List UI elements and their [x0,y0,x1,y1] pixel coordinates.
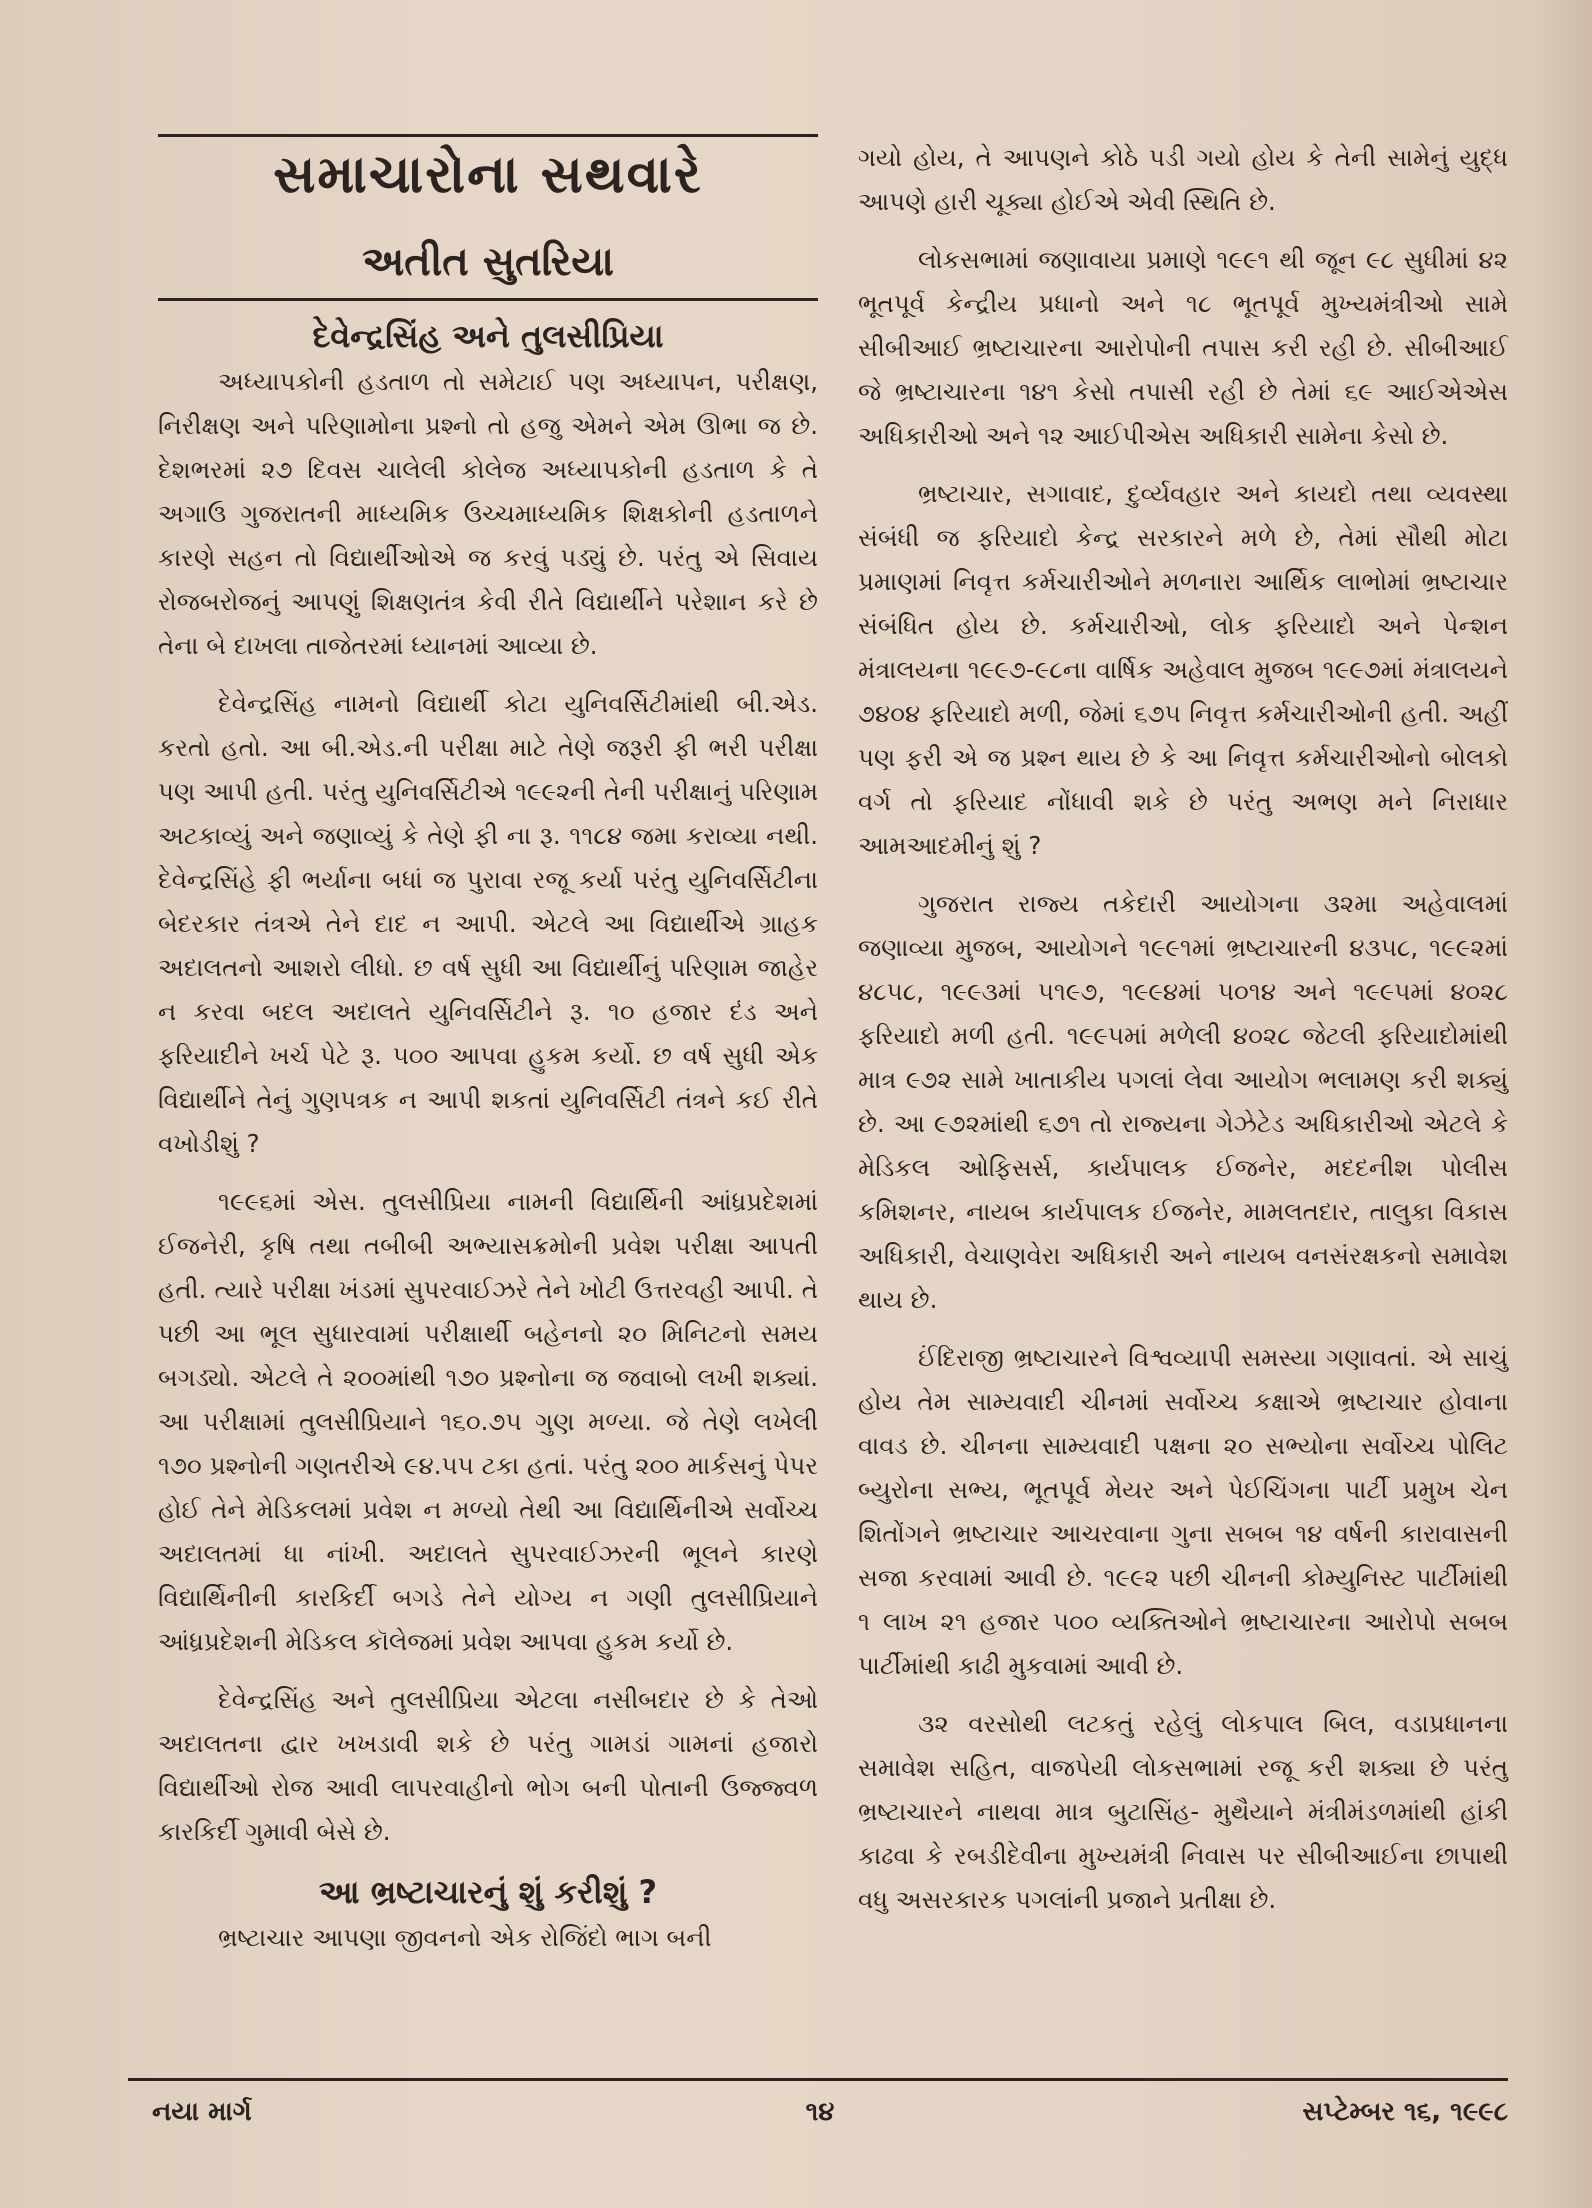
section-title-1: દેવેન્દ્રસિંહ અને તુલસીપ્રિયા [312,317,664,355]
top-rule [158,134,818,137]
right-paragraph-3: ગુજરાત રાજ્ય તકેદારી આયોગના ૩૨મા અહેવાલમાં જણાવ્યા મુજબ, આયોગને ૧૯૯૧માં ભ્રષ્ટાચારની ૪૩૫૮, ૧૯૯૨માં ૪૮૫૮, ૧૯૯૩માં ૫૧૯૭, ૧૯૯૪માં ૫૦૧૪ અને ૧૯૯૫માં ૪૦૨૮ ફરિયાદો મળી હતી. ૧૯૯૫માં મળેલી ૪૦૨૮ જેટલી ફરિયાદોમાંથી માત્ર ૯૭૨ સામે ખાતાકીય પગલાં લેવા આયોગ ભલામણ કરી શક્યું છે. આ ૯૭૨માંથી ૬૭૧ તો રાજ્યના ગેઝેટેડ અધિકારીઓ એટલે કે મેડિકલ ઓફિસર્સ, કાર્યપાલક ઈજનેર, મદદનીશ પોલીસ કમિશનર, નાયબ કાર્યપાલક ઈજનેર, મામલતદાર, તાલુકા વિકાસ અધિકારી, વેચાણવેરા અધિકારી અને નાયબ વનસંરક્ષકનો સમાવેશ થાય છે. [858,889,1508,1314]
torn-edge [1532,0,1592,2208]
left-paragraph-2: દેવેન્દ્રસિંહ નામનો વિદ્યાર્થી કોટા યુનિવર્સિટીમાંથી બી.એડ. કરતો હતો. આ બી.એડ.ની પરીક્ષા માટે તેણે જરૂરી ફી ભરી પરીક્ષા પણ આપી હતી. પરંતુ યુનિવર્સિટીએ ૧૯૯૨ની તેની પરીક્ષાનું પરિણામ અટકાવ્યું અને જણાવ્યું કે તેણે ફી ના રૂ. ૧૧૮૪ જમા કરાવ્યા નથી. દેવેન્દ્રસિંહે ફી ભર્યાના બધાં જ પુરાવા રજૂ કર્યા પરંતુ યુનિવર્સિટીના બેદરકાર તંત્રએ તેને દાદ ન આપી. એટલે આ વિદ્યાર્થીએ ગ્રાહક અદાલતનો આશરો લીધો. છ વર્ષ સુધી આ વિદ્યાર્થીનું પરિણામ જાહેર ન કરવા બદલ અદાલતે યુનિવર્સિટીને રૂ. ૧૦ હજાર દંડ અને ફરિયાદીને ખર્ચ પેટે રૂ. ૫૦૦ આપવા હુકમ કર્યો. છ વર્ષ સુધી એક વિદ્યાર્થીને તેનું ગુણપત્રક ન આપી શકતાં યુનિવર્સિટી તંત્રને કઈ રીતે વખોડીશું ? [158,689,818,1158]
author-rule [158,298,818,301]
right-paragraph-5: ૩૨ વરસોથી લટકતું રહેલું લોકપાલ બિલ, વડાપ્રધાનના સમાવેશ સહિત, વાજપેયી લોકસભામાં રજૂ કરી શક્યા છે પરંતુ ભ્રષ્ટાચારને નાથવા માત્ર બુટાસિંહ- મુથૈયાને મંત્રીમંડળમાંથી હાંકી કાઢવા કે રબડીદેવીના મુખ્યમંત્રી નિવાસ પર સીબીઆઈના છાપાથી વધુ અસરકારક પગલાંની પ્રજાને પ્રતીક્ષા છે. [858,1709,1508,1914]
right-paragraph-4: ઈંદિરાજી ભ્રષ્ટાચારને વિશ્વવ્યાપી સમસ્યા ગણાવતાં. એ સાચું હોય તેમ સામ્યવાદી ચીનમાં સર્વોચ્ચ કક્ષાએ ભ્રષ્ટાચાર હોવાના વાવડ છે. ચીનના સામ્યવાદી પક્ષના ૨૦ સભ્યોના સર્વોચ્ચ પોલિટ બ્યુરોના સભ્ય, ભૂતપૂર્વ મેયર અને પેઈચિંગના પાર્ટી પ્રમુખ ચેન શિતોંગને ભ્રષ્ટાચાર આચરવાના ગુના સબબ ૧૪ વર્ષની કારાવાસની સજા કરવામાં આવી છે. ૧૯૯૨ પછી ચીનની કોમ્યુનિસ્ટ પાર્ટીમાંથી ૧ લાખ ૨૧ હજાર ૫૦૦ વ્યક્તિઓને ભ્રષ્ટાચારના આરોપો સબબ પાર્ટીમાંથી કાઢી મુકવામાં આવી છે. [858,1343,1508,1680]
left-paragraph-3: ૧૯૯૬માં એસ. તુલસીપ્રિયા નામની વિદ્યાર્થિની આંધ્રપ્રદેશમાં ઈજનેરી, કૃષિ તથા તબીબી અભ્યાસક્રમોની પ્રવેશ પરીક્ષા આપતી હતી. ત્યારે પરીક્ષા ખંડમાં સુપરવાઈઝરે તેને ખોટી ઉત્તરવહી આપી. તે પછી આ ભૂલ સુધારવામાં પરીક્ષાર્થી બહેનનો ૨૦ મિનિટનો સમય બગડ્યો. એટલે તે ૨૦૦માંથી ૧૭૦ પ્રશ્નોના જ જવાબો લખી શક્યાં. આ પરીક્ષામાં તુલસીપ્રિયાને ૧૬૦.૭૫ ગુણ મળ્યા. જે તેણે લખેલી ૧૭૦ પ્રશ્નોની ગણતરીએ ૯૪.૫૫ ટકા હતાં. પરંતુ ૨૦૦ માર્કસનું પેપર હોઈ તેને મેડિકલમાં પ્રવેશ ન મળ્યો તેથી આ વિદ્યાર્થિનીએ સર્વોચ્ચ અદાલતમાં ધા નાંખી. અદાલતે સુપરવાઈઝરની ભૂલને કારણે વિદ્યાર્થિનીની કારકિર્દી બગડે તેને યોગ્ય ન ગણી તુલસીપ્રિયાને આંધ્રપ્રદેશની મેડિકલ કૉલેજમાં પ્રવેશ આપવા હુકમ કર્યો છે. [158,1187,818,1656]
footer-rule [128,2078,1508,2081]
right-lead-paragraph: ગયો હોય, તે આપણને કોઠે પડી ગયો હોય કે તેની સામેનું યુદ્ધ આપણે હારી ચૂક્યા હોઈએ એવી સ્થિતિ છે. [858,143,1508,216]
publication-name: નયા માર્ગ [152,2097,252,2127]
right-paragraph-1: લોકસભામાં જણાવાયા પ્રમાણે ૧૯૯૧ થી જૂન ૯૮ સુધીમાં ૪૨ ભૂતપૂર્વ કેન્દ્રીય પ્રધાનો અને ૧૮ ભૂતપૂર્વ મુખ્યમંત્રીઓ સામે સીબીઆઈ ભ્રષ્ટાચારના આરોપોની તપાસ કરી રહી છે. સીબીઆઈ જે ભ્રષ્ટાચારના ૧૪૧ કેસો તપાસી રહી છે તેમાં ૬૯ આઈએએસ અધિકારીઓ અને ૧૨ આઈપીએસ અધિકારી સામેના કેસો છે. [858,245,1508,450]
right-paragraph-2: ભ્રષ્ટાચાર, સગાવાદ, દુર્વ્યવહાર અને કાયદો તથા વ્યવસ્થા સંબંધી જ ફરિયાદો કેન્દ્ર સરકારને મળે છે, તેમાં સૌથી મોટા પ્રમાણમાં નિવૃત્ત કર્મચારીઓને મળનારા આર્થિક લાભોમાં ભ્રષ્ટાચાર સંબંધિત હોય છે. કર્મચારીઓ, લોક ફરિયાદો અને પેન્શન મંત્રાલયના ૧૯૯૭-૯૮ના વાર્ષિક અહેવાલ મુજબ ૧૯૯૭માં મંત્રાલયને ૭૪૦૪ ફરિયાદો મળી, જેમાં ૬૭૫ નિવૃત્ત કર્મચારીઓની હતી. અહીં પણ ફરી એ જ પ્રશ્ન થાય છે કે આ નિવૃત્ત કર્મચારીઓનો બોલકો વર્ગ તો ફરિયાદ નોંધાવી શકે છે પરંતુ અભણ મને નિરાધાર આમઆદમીનું શું ? [858,479,1508,860]
left-paragraph-4: દેવેન્દ્રસિંહ અને તુલસીપ્રિયા એટલા નસીબદાર છે કે તેઓ અદાલતના દ્વાર ખખડાવી શકે છે પરંતુ ગામડાં ગામનાં હજારો વિદ્યાર્થીઓ રોજ આવી લાપરવાહીનો ભોગ બની પોતાની ઉજ્જ્વળ કારકિર્દી ગુમાવી બેસે છે. [158,1685,818,1846]
left-paragraph-1: અધ્યાપકોની હડતાળ તો સમેટાઈ પણ અધ્યાપન, પરીક્ષણ, નિરીક્ષણ અને પરિણામોના પ્રશ્નો તો હજુ એમને એમ ઊભા જ છે. દેશભરમાં ૨૭ દિવસ ચાલેલી કોલેજ અધ્યાપકોની હડતાળ કે તે અગાઉ ગુજરાતની માધ્યમિક ઉચ્ચમાધ્યમિક શિક્ષકોની હડતાળને કારણે સહન તો વિદ્યાર્થીઓએ જ કરવું પડ્યું છે. પરંતુ એ સિવાય રોજબરોજનું આપણું શિક્ષણતંત્ર કેવી રીતે વિદ્યાર્થીને પરેશાન કરે છે તેના બે દાખલા તાજેતરમાં ધ્યાનમાં આવ્યા છે. [158,367,818,660]
issue-date: સપ્ટેમ્બર ૧૬, ૧૯૯૮ [1302,2097,1508,2127]
left-column [158,312,818,1974]
left-paragraph-5: ભ્રષ્ટાચાર આપણા જીવનનો એક રોજિંદો ભાગ બની [218,1923,712,1952]
right-column [858,136,1508,1936]
author-name: અતીત સુતરિયા [362,239,614,285]
section-title-2: આ ભ્રષ્ટાચારનું શું કરીશું ? [318,1873,658,1911]
column-title: સમાચારોના સથવારે [273,145,703,205]
page-number: ૧૪ [805,2097,835,2127]
